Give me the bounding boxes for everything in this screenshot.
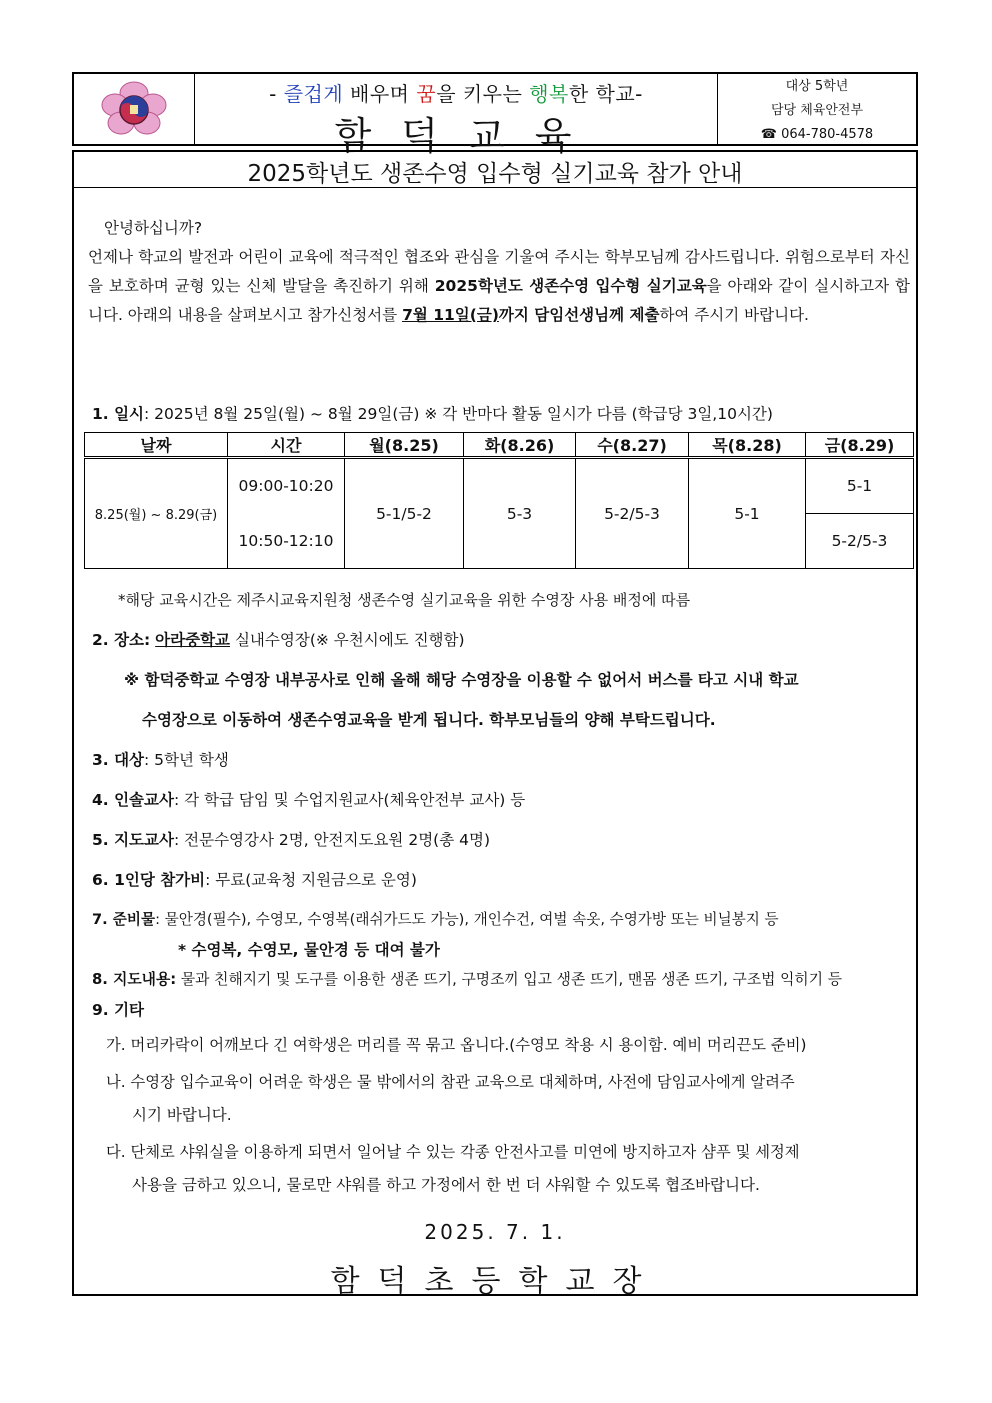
school-logo-cell: [74, 74, 195, 144]
thu-cell: 5-1: [689, 458, 806, 569]
phone-number: ☎ 064-780-4578: [760, 127, 874, 142]
fri-am-cell: 5-1: [806, 458, 914, 514]
greeting: 안녕하십니까?: [104, 219, 203, 237]
item-4-escort: 4. 인솔교사: 각 학급 담임 및 수업지원교사(체육안전부 교사) 등: [92, 791, 526, 809]
letter-body: [72, 150, 918, 1299]
document-title: 2025학년도 생존수영 입수형 실기교육 참가 안내: [74, 152, 916, 188]
col-time: 시간: [228, 433, 345, 458]
col-date: 날짜: [85, 433, 228, 458]
newsletter-name: 함덕교육: [334, 114, 602, 158]
time-am-cell: 09:00-10:20: [228, 458, 345, 514]
newsletter-title-cell: [195, 74, 718, 158]
col-wed: 수(8.27): [576, 433, 689, 458]
pool-note: *해당 교육시간은 제주시교육지원청 생존수영 실기교육을 위한 수영장 사용 배정에 따름: [118, 591, 691, 609]
place-note-2: 수영장으로 이동하여 생존수영교육을 받게 됩니다. 학부모님들의 양해 부탁드립니다.: [142, 711, 716, 729]
time-pm-cell: 10:50-12:10: [228, 514, 345, 569]
item-1-schedule: 1. 일시: 2025년 8월 25일(월) ~ 8월 29일(금) ※ 각 반마다 활동 일시가 다름 (학급당 3일,10시간): [92, 405, 773, 423]
item-6-fee: 6. 1인당 참가비: 무료(교육청 지원금으로 운영): [92, 871, 417, 889]
col-tue: 화(8.26): [464, 433, 576, 458]
schedule-table: [84, 432, 914, 569]
item-7-supplies: 7. 준비물: 물안경(필수), 수영모, 수영복(래쉬가드도 가능), 개인수건, 여벌 속옷, 수영가방 또는 비닐봉지 등: [92, 911, 779, 928]
col-thu: 목(8.28): [689, 433, 806, 458]
fri-pm-cell: 5-2/5-3: [806, 514, 914, 569]
tue-cell: 5-3: [464, 458, 576, 569]
col-mon: 월(8.25): [345, 433, 464, 458]
etc-c-line2: 사용을 금하고 있으니, 물로만 샤워를 하고 가정에서 한 번 더 샤워할 수 있도록 협조바랍니다.: [132, 1176, 760, 1194]
letter-info-cell: [718, 74, 916, 144]
etc-a: 가. 머리카락이 어깨보다 긴 여학생은 머리를 꼭 묶고 옵니다.(수영모 착용 시 용이함. 예비 머리끈도 준비): [106, 1036, 807, 1054]
letter-header: [72, 72, 918, 158]
wed-cell: 5-2/5-3: [576, 458, 689, 569]
date-range-cell: 8.25(월) ~ 8.29(금): [85, 458, 228, 569]
department: 담당 체육안전부: [770, 103, 864, 118]
place-note-1: ※ 함덕중학교 수영장 내부공사로 인해 올해 해당 수영장을 이용할 수 없어서 버스를 타고 시내 학교: [124, 671, 799, 689]
target-grade: 대상 5학년: [785, 79, 849, 94]
item-9-etc: 9. 기타: [92, 1001, 145, 1019]
school-slogan: - 즐겁게 배우며 꿈을 키우는 행복한 학교-: [269, 82, 643, 106]
item-5-instructors: 5. 지도교사: 전문수영강사 2명, 안전지도요원 2명(총 4명): [92, 831, 491, 849]
etc-c-line1: 다. 단체로 샤워실을 이용하게 되면서 일어날 수 있는 각종 안전사고를 미연에 방지하고자 샴푸 및 세정제: [106, 1143, 800, 1161]
item-8-content: 8. 지도내용: 물과 친해지기 및 도구를 이용한 생존 뜨기, 구명조끼 입고 생존 뜨기, 맨몸 생존 뜨기, 구조법 익히기 등: [92, 971, 842, 988]
intro-section: [88, 214, 910, 330]
principal-signature: 함덕초등학교장: [330, 1264, 660, 1299]
etc-b-line2: 시기 바랍니다.: [132, 1106, 232, 1124]
intro-paragraph: 언제나 학교의 발전과 어린이 교육에 적극적인 협조와 관심을 기울여 주시는 학부모님께 감사드립니다. 위험으로부터 자신을 보호하며 균형 있는 신체 발달을 촉진하기 위해 2025학년도 생존수영 입수형 실기교육을 아래와 같이 실시하고자 합니다. 아래의 내용을 살펴보시고 참가신청서를 7월 11일(금)까지 담임선생님께 제출하여 주시기 바랍니다.: [88, 248, 910, 324]
mon-cell: 5-1/5-2: [345, 458, 464, 569]
item-2-place: 2. 장소: 아라중학교 실내수영장(※ 우천시에도 진행함): [92, 631, 465, 649]
item-3-target: 3. 대상: 5학년 학생: [92, 751, 229, 769]
col-fri: 금(8.29): [806, 433, 914, 458]
school-emblem-icon: [101, 81, 167, 137]
letter-date: 2025. 7. 1.: [424, 1220, 566, 1244]
etc-b-line1: 나. 수영장 입수교육이 어려운 학생은 물 밖에서의 참관 교육으로 대체하며, 사전에 담임교사에게 알려주: [106, 1073, 795, 1091]
supplies-note: * 수영복, 수영모, 물안경 등 대여 불가: [178, 941, 440, 959]
